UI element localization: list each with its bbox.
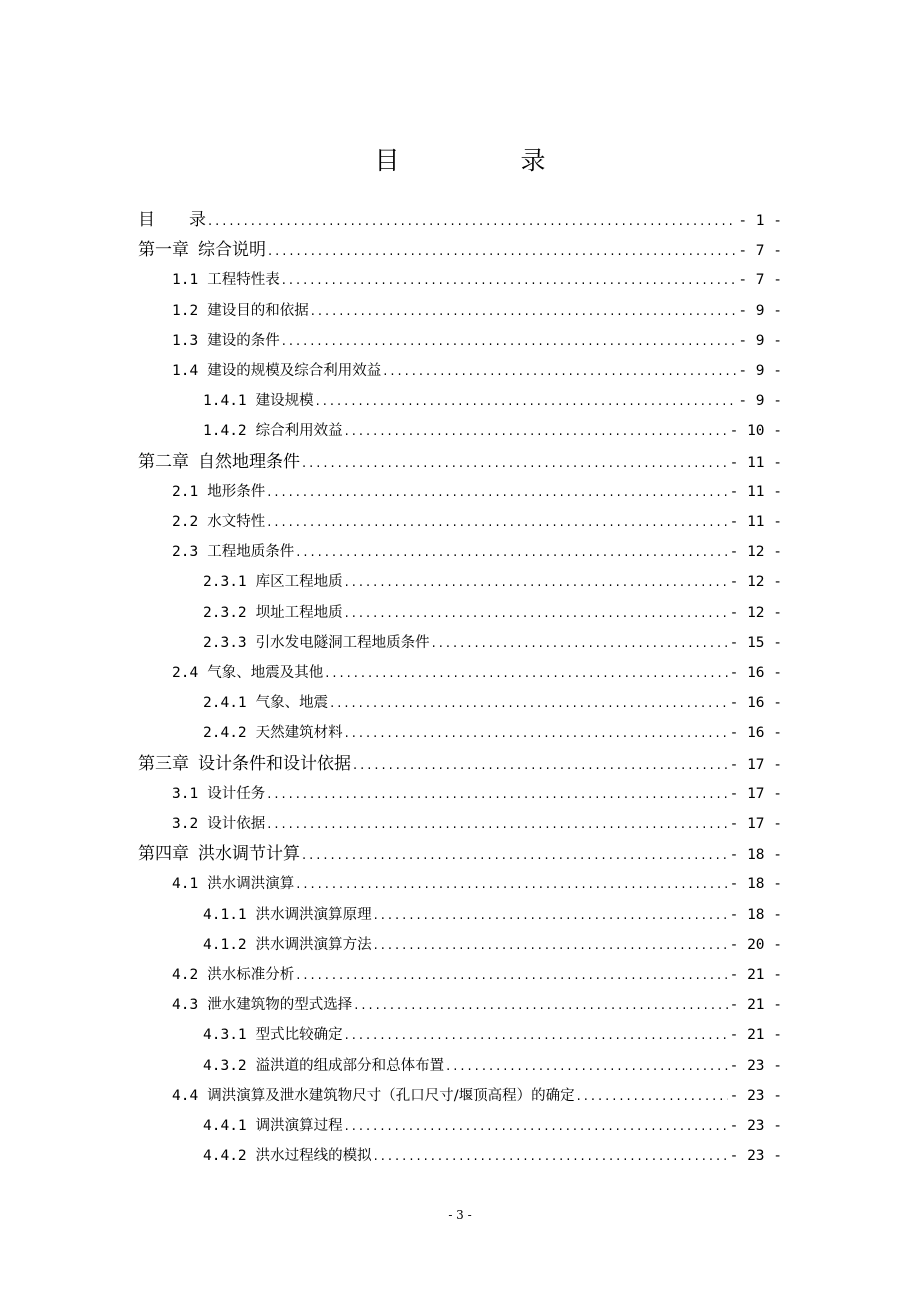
toc-entry[interactable] bbox=[203, 416, 782, 446]
toc-entry-number: 3.2 bbox=[172, 816, 199, 832]
toc-entry-page: - 12 - bbox=[729, 604, 782, 621]
toc-entry-title: 建设目的和依据 bbox=[207, 302, 309, 319]
toc-entry[interactable] bbox=[203, 718, 782, 748]
toc-entry-title: 洪水调洪演算 bbox=[207, 876, 295, 893]
toc-dot-leader bbox=[296, 870, 727, 900]
toc-entry-title: 综合说明 bbox=[198, 240, 266, 261]
toc-entry-page: - 7 - bbox=[738, 272, 782, 289]
toc-entry-number: 2.3.1 bbox=[203, 574, 247, 591]
toc-entry-title: 地形条件 bbox=[207, 483, 266, 500]
toc-entry[interactable] bbox=[172, 990, 782, 1020]
toc-entry[interactable] bbox=[203, 900, 782, 930]
toc-entry[interactable] bbox=[172, 779, 782, 809]
toc-entry[interactable] bbox=[203, 598, 782, 628]
toc-entry-number: 4.1.1 bbox=[203, 906, 247, 923]
toc-dot-leader bbox=[577, 1082, 728, 1112]
toc-entry[interactable] bbox=[138, 839, 782, 869]
toc-entry-page: - 15 - bbox=[729, 634, 782, 651]
toc-entry[interactable] bbox=[203, 1020, 782, 1050]
toc-entry-page: - 21 - bbox=[729, 997, 782, 1014]
toc-dot-leader bbox=[446, 1052, 727, 1082]
toc-entry-number: 4.4.2 bbox=[203, 1148, 247, 1165]
toc-entry-page: - 16 - bbox=[729, 665, 782, 681]
toc-entry-title: 溢洪道的组成部分和总体布置 bbox=[255, 1057, 445, 1074]
toc-dot-leader bbox=[353, 751, 728, 781]
toc-entry[interactable] bbox=[138, 205, 782, 235]
toc-entry-page: - 17 - bbox=[729, 816, 782, 832]
toc-dot-leader bbox=[354, 991, 727, 1021]
toc-entry-number: 4.4.1 bbox=[203, 1118, 247, 1134]
toc-entry-number: 1.3 bbox=[172, 332, 199, 349]
toc-entry[interactable] bbox=[172, 658, 782, 688]
toc-entry-number: 第三章 bbox=[138, 753, 189, 774]
toc-entry-page: - 23 - bbox=[729, 1148, 782, 1165]
toc-entry-number: 4.1.2 bbox=[203, 936, 247, 953]
toc-entry-page: - 12 - bbox=[729, 544, 782, 561]
toc-entry[interactable] bbox=[203, 386, 782, 416]
toc-entry-page: - 10 - bbox=[729, 423, 782, 440]
toc-entry-number: 2.3.3 bbox=[203, 634, 247, 651]
toc-dot-leader bbox=[208, 207, 736, 237]
toc-entry-number: 第四章 bbox=[138, 844, 189, 865]
toc-entry-number: 2.4 bbox=[172, 665, 199, 681]
toc-dot-leader bbox=[296, 538, 727, 568]
toc-entry-title: 调洪演算过程 bbox=[255, 1118, 343, 1134]
toc-entry-number: 2.2 bbox=[172, 514, 199, 530]
toc-entry[interactable] bbox=[172, 1081, 782, 1111]
toc-entry[interactable] bbox=[172, 960, 782, 990]
toc-dot-leader bbox=[345, 568, 728, 598]
toc-entry-page: - 16 - bbox=[729, 725, 782, 742]
toc-entry-page: - 18 - bbox=[729, 906, 782, 923]
toc-dot-leader bbox=[302, 449, 728, 479]
toc-entry-number: 4.3.1 bbox=[203, 1027, 247, 1044]
toc-dot-leader bbox=[311, 297, 737, 327]
toc-entry-number: 1.2 bbox=[172, 302, 199, 319]
toc-entry[interactable] bbox=[138, 749, 782, 779]
toc-entry-number: 4.2 bbox=[172, 967, 199, 983]
toc-dot-leader bbox=[296, 961, 727, 991]
toc-entry-title: 洪水调洪演算原理 bbox=[255, 906, 372, 923]
toc-entry-page: - 1 - bbox=[738, 213, 782, 229]
toc-dot-leader bbox=[268, 237, 736, 267]
toc-entry[interactable] bbox=[172, 809, 782, 839]
toc-entry[interactable] bbox=[172, 356, 782, 386]
toc-dot-leader bbox=[282, 327, 737, 357]
toc-dot-leader bbox=[432, 629, 728, 659]
toc-dot-leader bbox=[345, 417, 728, 447]
toc-entry-title: 洪水标准分析 bbox=[207, 967, 295, 983]
toc-entry-number: 4.3 bbox=[172, 997, 199, 1014]
toc-entry-page: - 9 - bbox=[738, 302, 782, 319]
toc-entry[interactable] bbox=[172, 537, 782, 567]
toc-entry-page: - 16 - bbox=[729, 695, 782, 712]
toc-entry-title: 引水发电隧洞工程地质条件 bbox=[255, 634, 430, 651]
toc-entry-page: - 20 - bbox=[729, 936, 782, 953]
toc-entry-title: 库区工程地质 bbox=[255, 574, 343, 591]
toc-entry-number: 3.1 bbox=[172, 785, 199, 802]
toc-entry-title: 气象、地震 bbox=[255, 695, 329, 712]
toc-entry-page: - 21 - bbox=[729, 1027, 782, 1044]
toc-entry-title: 洪水调节计算 bbox=[198, 844, 300, 865]
toc-entry-number: 1.1 bbox=[172, 272, 199, 289]
toc-entry-title: 调洪演算及泄水建筑物尺寸（孔口尺寸/堰顶高程）的确定 bbox=[207, 1087, 575, 1104]
toc-dot-leader bbox=[383, 357, 736, 387]
toc-entry-title: 气象、地震及其他 bbox=[207, 665, 324, 681]
toc-entry[interactable] bbox=[203, 628, 782, 658]
toc-entry-page: - 18 - bbox=[729, 876, 782, 893]
toc-entry-title: 洪水过程线的模拟 bbox=[255, 1148, 372, 1165]
toc-entry-page: - 23 - bbox=[729, 1087, 782, 1104]
toc-entry-page: - 9 - bbox=[738, 363, 782, 379]
toc-entry-page: - 17 - bbox=[729, 785, 782, 802]
toc-entry-page: - 11 - bbox=[729, 514, 782, 530]
toc-entry-number: 1.4.1 bbox=[203, 393, 247, 410]
toc-entry-title: 建设的条件 bbox=[207, 332, 280, 349]
toc-entry[interactable] bbox=[172, 869, 782, 899]
toc-entry[interactable] bbox=[172, 265, 782, 295]
toc-entry-title: 泄水建筑物的型式选择 bbox=[207, 997, 353, 1014]
toc-entry-page: - 9 - bbox=[738, 393, 782, 410]
toc-entry-number: 4.1 bbox=[172, 876, 199, 893]
toc-dot-leader bbox=[330, 689, 727, 719]
toc-dot-leader bbox=[282, 266, 737, 296]
toc-entry[interactable] bbox=[203, 930, 782, 960]
toc-dot-leader bbox=[374, 901, 728, 931]
toc-dot-leader bbox=[325, 659, 727, 689]
toc-entry[interactable] bbox=[203, 567, 782, 597]
toc-entry-title: 设计依据 bbox=[207, 816, 266, 832]
toc-entry[interactable] bbox=[172, 507, 782, 537]
toc-entry-page: - 12 - bbox=[729, 574, 782, 591]
page-title: 目 录 bbox=[374, 146, 594, 175]
toc-dot-leader bbox=[345, 1021, 728, 1051]
toc-entry-title: 型式比较确定 bbox=[255, 1027, 343, 1044]
toc-entry-page: - 18 - bbox=[729, 847, 782, 864]
toc-entry-number: 1.4 bbox=[172, 363, 199, 379]
toc-entry-number: 1.4.2 bbox=[203, 423, 247, 440]
toc-entry[interactable] bbox=[138, 447, 782, 477]
toc-entry-number: 4.4 bbox=[172, 1087, 199, 1104]
toc-entry[interactable] bbox=[138, 235, 782, 265]
toc-entry-number: 第二章 bbox=[138, 451, 189, 472]
toc-entry-number: 4.3.2 bbox=[203, 1057, 247, 1074]
toc-entry-page: - 21 - bbox=[729, 967, 782, 983]
toc-dot-leader bbox=[374, 1142, 728, 1172]
toc-entry[interactable] bbox=[172, 326, 782, 356]
toc-entry-title: 自然地理条件 bbox=[198, 451, 300, 472]
toc-entry-title: 综合利用效益 bbox=[255, 423, 343, 440]
toc-dot-leader bbox=[345, 719, 728, 749]
toc-entry-title: 设计条件和设计依据 bbox=[198, 753, 351, 774]
toc-entry[interactable] bbox=[203, 1141, 782, 1171]
toc-entry-title: 工程地质条件 bbox=[207, 544, 295, 561]
toc-dot-leader bbox=[345, 599, 728, 629]
toc-dot-leader bbox=[267, 780, 727, 810]
toc-entry-page: - 11 - bbox=[729, 483, 782, 500]
toc-entry-title: 水文特性 bbox=[207, 514, 266, 530]
toc-dot-leader bbox=[302, 841, 728, 871]
toc-entry-title: 目 录 bbox=[138, 210, 206, 230]
toc-entry-page: - 17 - bbox=[729, 756, 782, 773]
toc-entry-title: 坝址工程地质 bbox=[255, 604, 343, 621]
toc-dot-leader bbox=[316, 387, 737, 417]
toc-entry[interactable] bbox=[172, 477, 782, 507]
toc-entry-number: 2.3.2 bbox=[203, 604, 247, 621]
toc-entry-page: - 23 - bbox=[729, 1057, 782, 1074]
toc-entry-page: - 7 - bbox=[738, 243, 782, 260]
toc-entry[interactable] bbox=[203, 1051, 782, 1081]
toc-entry-title: 天然建筑材料 bbox=[255, 725, 343, 742]
toc-entry-number: 2.3 bbox=[172, 544, 199, 561]
toc-entry-title: 建设的规模及综合利用效益 bbox=[207, 363, 382, 379]
toc-entry-page: - 9 - bbox=[738, 332, 782, 349]
toc-entry-title: 建设规模 bbox=[255, 393, 314, 410]
page-number: - 3 - bbox=[448, 1208, 472, 1222]
toc-dot-leader bbox=[267, 508, 727, 538]
toc-entry-number: 2.4.1 bbox=[203, 695, 247, 712]
toc-entry-page: - 11 - bbox=[729, 454, 782, 471]
toc-dot-leader bbox=[374, 931, 728, 961]
toc-entry-title: 洪水调洪演算方法 bbox=[255, 936, 372, 953]
toc-entry-number: 2.1 bbox=[172, 483, 199, 500]
toc-entry[interactable] bbox=[203, 688, 782, 718]
toc-entry-number: 2.4.2 bbox=[203, 725, 247, 742]
toc-entry[interactable] bbox=[172, 296, 782, 326]
toc-entry-title: 设计任务 bbox=[207, 785, 266, 802]
toc-entry-page: - 23 - bbox=[729, 1118, 782, 1134]
toc-dot-leader bbox=[345, 1112, 728, 1142]
toc-dot-leader bbox=[267, 478, 727, 508]
toc-entry[interactable] bbox=[203, 1111, 782, 1141]
toc-entry-number: 第一章 bbox=[138, 240, 189, 261]
toc-entry-title: 工程特性表 bbox=[207, 272, 280, 289]
toc-dot-leader bbox=[267, 810, 727, 840]
